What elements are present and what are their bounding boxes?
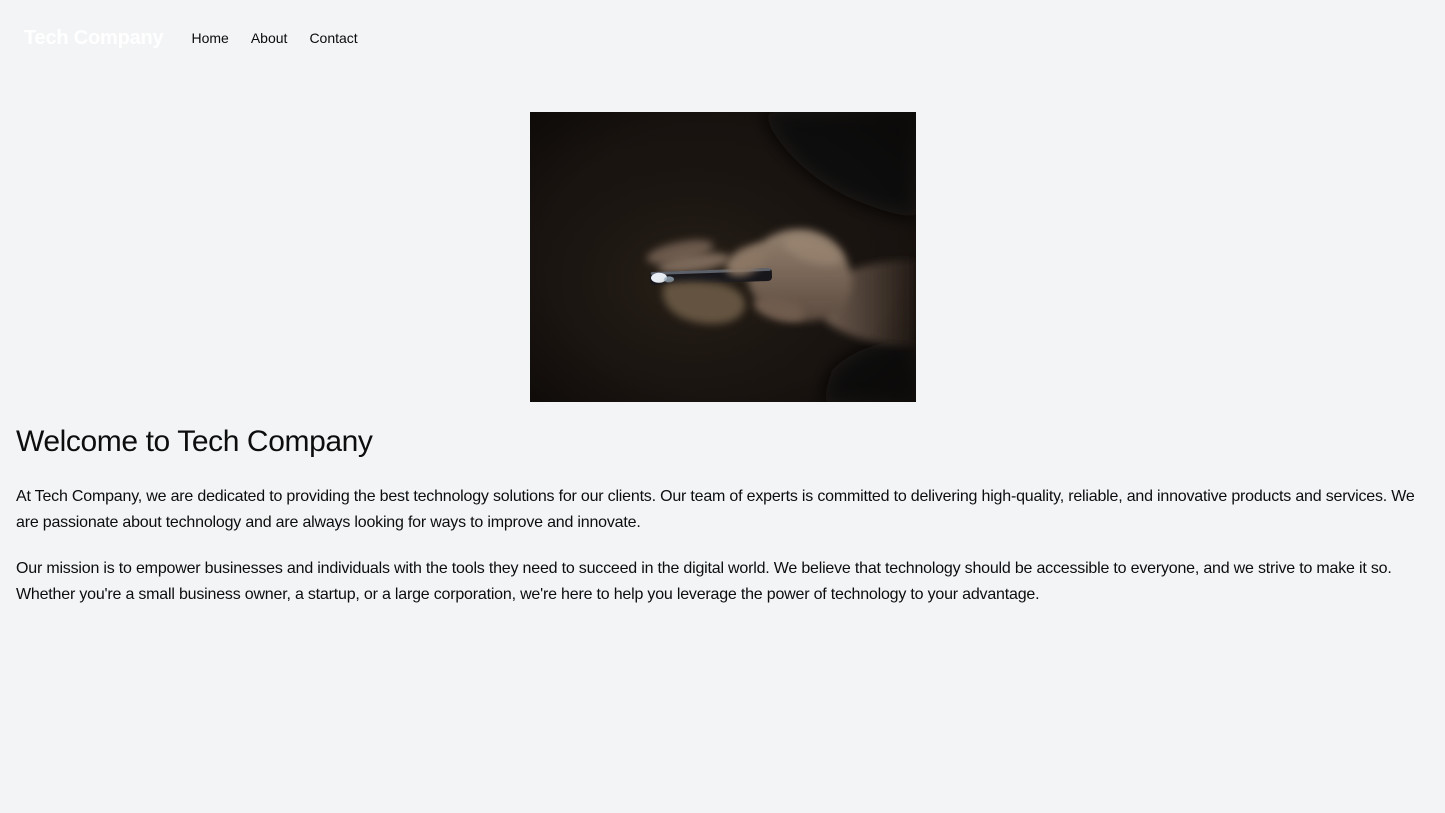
main-content [0,76,1445,608]
nav-link-about[interactable]: About [250,30,288,46]
page-title: Welcome to Tech Company [16,425,373,458]
nav-link-home[interactable]: Home [191,30,229,46]
top-navbar [0,0,1445,76]
nav-link-contact[interactable]: Contact [309,30,358,46]
hero-image [530,112,916,402]
mission-paragraph: Our mission is to empower businesses and individuals with the tools they need to succeed in the digital world. We believe that technology should be accessible to everyone, and we strive to make it so. Whether you're a small business owner, a startup, or a large corporation, we're here to help you leverage the power of technology to your advantage. [16,560,1392,603]
intro-paragraph: At Tech Company, we are dedicated to providing the best technology solutions for our clients. Our team of experts is committed to delivering high-quality, reliable, and innovative products and services. We are passionate about technology and are always looking for ways to improve and innovate. [16,488,1415,531]
nav-links [191,28,379,48]
photo-vignette [530,112,916,402]
hero-image-svg [530,112,916,402]
brand-logo-text[interactable]: Tech Company [24,27,164,49]
